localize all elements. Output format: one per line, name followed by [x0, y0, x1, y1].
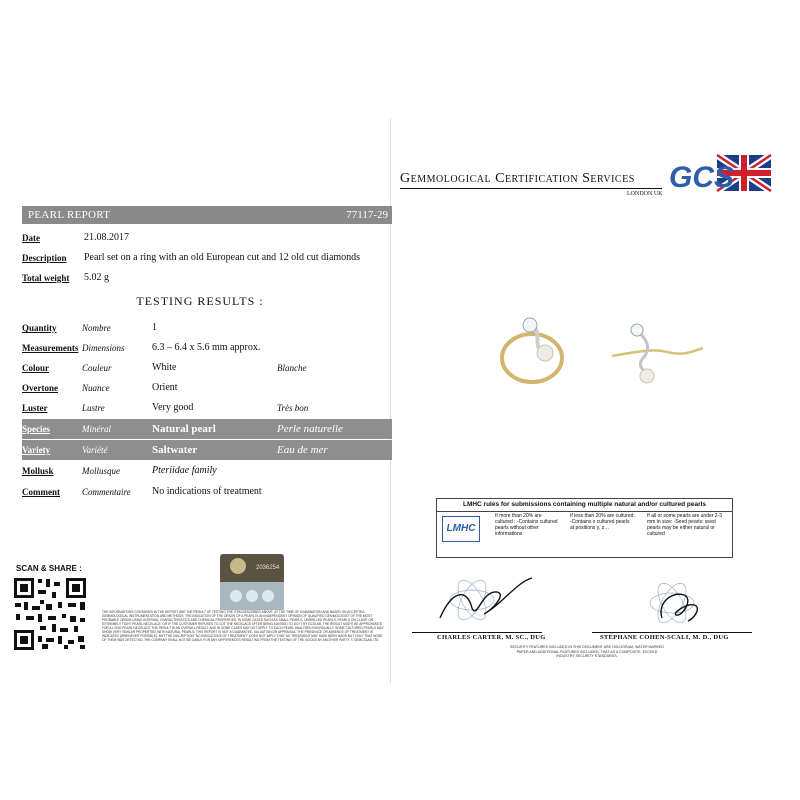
result-value-fr: Perle naturelle	[277, 423, 343, 435]
result-value: Pteriidae family	[152, 465, 217, 476]
result-row-highlight	[22, 419, 392, 439]
pearl-report-page	[10, 118, 391, 683]
result-value-fr: Eau de mer	[277, 444, 328, 456]
hologram-number: 2036254	[256, 565, 280, 571]
report-title: PEARL REPORT	[28, 209, 111, 221]
result-row	[22, 398, 392, 418]
total-weight-row	[22, 268, 392, 288]
ring-photo-top	[607, 318, 707, 388]
result-value: Saltwater	[152, 444, 198, 456]
description-label: Description	[22, 253, 67, 263]
result-value: No indications of treatment	[152, 486, 262, 497]
disclaimer-text: THE INFORMATIONS CONTAINED IN THE REPORT ARE THE RESULT OF TESTING THE ITEM DESCRIBED ABOVE, AT THE TIME OF EXAMINATION AND BASED ON ACCEPTED GEMMOLOGICAL INSTRUMENTATION AND METHODS. THE INDICATION OF THE ORIGIN OF A PEARL IS AN INDEPENDENT OPINION OF QUALIFIED GEMMOLOGIST OF THE MOST PROBABLE ORIGIN USING INTERNAL CHARACTERISTICS AND CHEMICAL PROPERTIES. IN SOME CASES SUCH AS SMALL PEARLS, UNDRILLED PEARLS, PEARLS ON CLASP, OR EXTREMELY TIGHT PEARL NECKLACE, OR IF THE CUSTOMER REFUSES TO CUT THE NECKLACE AFTER BEING ADVISED TO DO IT BY GCSLAB, THE RESULT MIGHT BE APPROXIMATE. FOR A LONG PEARL NECKLACE THE RESULT IS AN OVERALL RESULT AND IN SOME CASES MAY NOT APPLY TO EACH PEARL ANALYSED INDIVIDUALLY. SOME CULTURED PEARLS MAY SHOW VERY SIMILAR PROPERTIES WITH NATURAL PEARLS. THIS REPORT IS NOT A GUARANTEE, VALUATION OR APPRAISAL. THE PRESENCE OR ABSENCE OF TREATMENT IS INDICATED (WHENEVER POSSIBLE), BUT THE INSCRIPTION "NO INDICATIONS OF TREATMENT" DOES NOT IMPLY THAT NO TREATMENT MAY HAVE BEEN MADE BUT ONLY THAT NONE OF THEM WAS DETECTED. THE COMPANY SHALL NOT BE LIABLE FOR ANY DIFFERENCES RESULTING FROM THE TESTING OF THE GOODS BY ANOTHER PARTY. © GEMCSLAB LTD	[102, 610, 384, 642]
result-value: White	[152, 362, 177, 373]
result-label-fr: Couleur	[82, 363, 112, 373]
result-label-fr: Mollusque	[82, 466, 120, 476]
result-value: Very good	[152, 402, 194, 413]
testing-results-heading: TESTING RESULTS :	[136, 294, 264, 308]
result-label: Colour	[22, 363, 49, 373]
lab-title: Gemmological Certification Services	[400, 171, 635, 186]
description-row	[22, 248, 392, 268]
result-label: Measurements	[22, 343, 79, 353]
gcs-logo	[667, 153, 773, 197]
date-value: 21.08.2017	[84, 232, 129, 243]
certificate-page	[392, 118, 792, 683]
signature-1	[422, 570, 542, 630]
result-label: Overtone	[22, 383, 58, 393]
description-value: Pearl set on a ring with an old European cut and 12 old cut diamonds	[84, 252, 361, 263]
result-row	[22, 378, 392, 398]
lmhc-rule-seed: If all or some pearls are under 2-3 mm in size: -Seed pearls: seed pearls may be either natural or cultured	[647, 513, 723, 537]
result-label: Species	[22, 424, 50, 434]
result-value-fr: Blanche	[277, 363, 307, 373]
gcs-logo-text: GCS	[669, 161, 735, 194]
result-label: Variety	[22, 445, 51, 455]
date-label: Date	[22, 233, 40, 243]
result-value: 1	[152, 322, 157, 333]
title-underline	[400, 188, 662, 189]
signature-2	[632, 573, 732, 633]
signature-line-2	[592, 632, 752, 633]
qr-code[interactable]	[12, 576, 88, 652]
date-row	[22, 228, 392, 248]
lmhc-rule-cultured: If more than 20% are cultured : -Contains cultured pearls without other informations	[495, 513, 558, 537]
lmhc-logo: LMHC	[442, 516, 480, 542]
total-weight-value: 5.02 g	[84, 272, 109, 283]
ring-photo-side	[492, 303, 587, 393]
result-label-fr: Lustre	[82, 403, 105, 413]
lab-location: LONDON UK	[627, 191, 663, 197]
report-number: 77117-29	[346, 209, 388, 221]
lmhc-rule-partial: If less than 20% are cultured: -Contains x cultured pearls at positions y, z…	[570, 513, 635, 531]
signatory-2-name: STÉPHANE COHEN-SCALI, M. D., DUG	[600, 634, 729, 641]
result-label: Comment	[22, 487, 60, 497]
result-label-fr: Nombre	[82, 323, 111, 333]
result-label-fr: Commentaire	[82, 487, 131, 497]
result-value: Natural pearl	[152, 423, 216, 435]
result-label: Quantity	[22, 323, 57, 333]
scan-share-label: SCAN & SHARE :	[16, 564, 82, 573]
result-value: 6.3 – 6.4 x 5.6 mm approx.	[152, 342, 261, 353]
result-label-fr: Nuance	[82, 383, 110, 393]
hologram-seal	[220, 554, 284, 610]
result-label-fr: Variété	[82, 445, 108, 455]
signature-line-1	[412, 632, 542, 633]
lmhc-title: LMHC rules for submissions containing multiple natural and/or cultured pearls	[437, 499, 732, 512]
result-value-fr: Très bon	[277, 403, 309, 413]
result-label-fr: Minéral	[82, 424, 111, 434]
result-label: Mollusk	[22, 466, 54, 476]
lmhc-rules-box	[436, 498, 733, 558]
report-header	[22, 206, 392, 224]
result-row	[22, 482, 392, 502]
result-row-highlight	[22, 440, 392, 460]
result-value: Orient	[152, 382, 178, 393]
result-row	[22, 318, 392, 338]
security-note: SECURITY FEATURES INCLUDED IN THIS DOCUMENT ARE HOLOGRAM, WATER MARKED PAPER AND ADDITIONAL FEATURES INCLUDED, THAT AS A COMPOSITE, EXCEED INDUSTRY SECURITY STANDARDS.	[510, 645, 664, 658]
result-label-fr: Dimensions	[82, 343, 125, 353]
result-label: Luster	[22, 403, 48, 413]
total-weight-label: Total weight	[22, 273, 70, 283]
signatory-1-name: CHARLES CARTER, M. SC., DUG	[437, 634, 546, 641]
result-row	[22, 338, 392, 358]
result-row	[22, 461, 392, 481]
result-row	[22, 358, 392, 378]
